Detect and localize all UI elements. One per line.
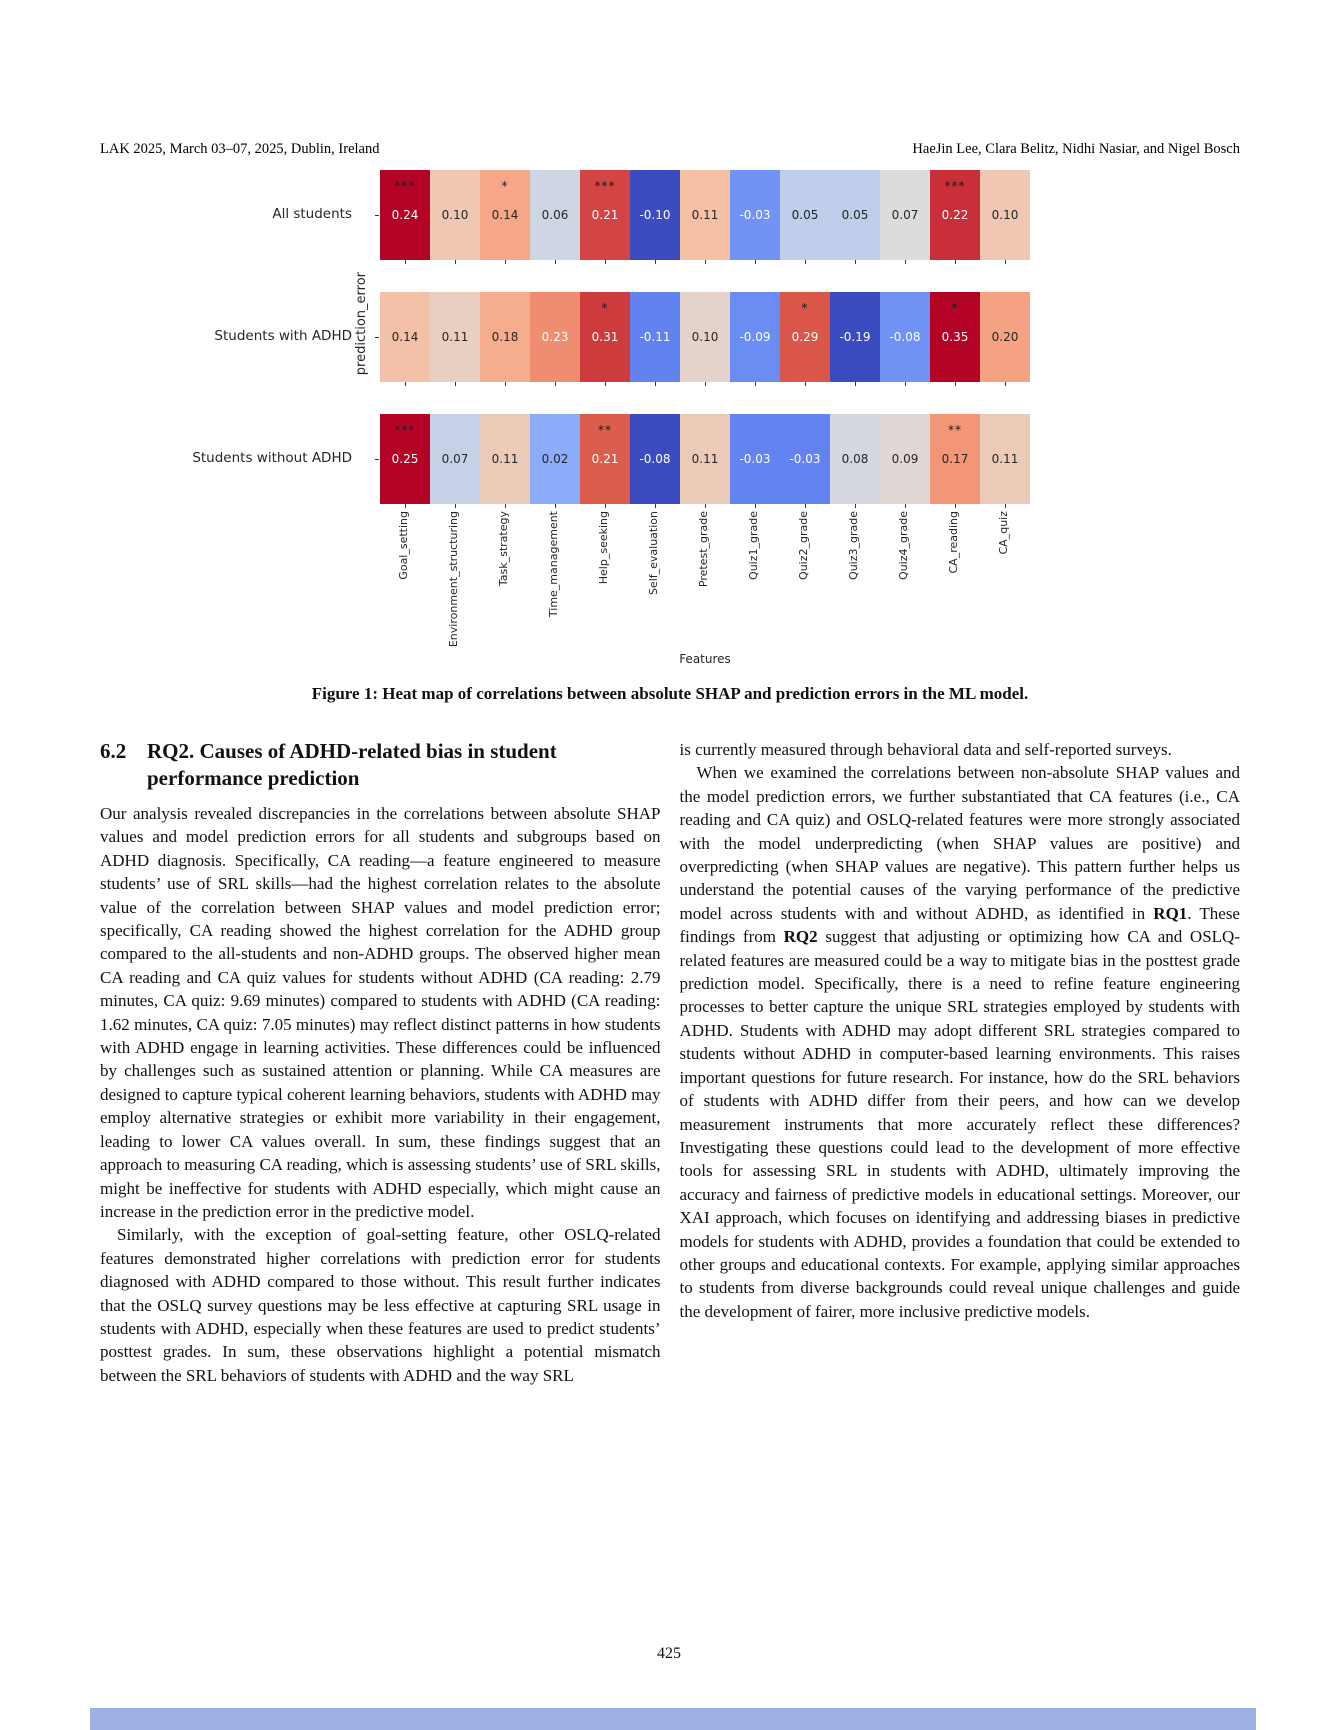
heatmap-cell bbox=[730, 170, 780, 260]
y-tick bbox=[375, 459, 379, 460]
heatmap-cell bbox=[830, 292, 880, 382]
cell-value: 0.11 bbox=[691, 208, 719, 222]
heatmap-cell bbox=[880, 414, 930, 504]
cell-value: 0.09 bbox=[891, 452, 919, 466]
cell-value: -0.11 bbox=[639, 330, 671, 344]
significance-stars: ** bbox=[948, 423, 962, 437]
x-tick bbox=[655, 382, 656, 386]
cell-value: -0.08 bbox=[889, 330, 921, 344]
cell-value: 0.11 bbox=[991, 452, 1019, 466]
body-paragraph: Our analysis revealed discrepancies in the correlations between absolute SHAP values and model prediction errors for all students and subgroups based on ADHD diagnosis. Specifically, CA reading—a feature engineered to measure students’ use of SRL skills—had the highest correlation relates to the absolute value of the correlation between SHAP values and model prediction error; specifically, CA reading showed the highest correlation for the ADHD group compared to the all-students and non-ADHD groups. The observed higher mean CA reading and CA quiz values for students without ADHD (CA reading: 2.79 minutes, CA quiz: 9.69 minutes) compared to students with ADHD (CA reading: 1.62 minutes, CA quiz: 7.05 minutes) may reflect distinct patterns in how students with ADHD engage in learning activities. These differences could be influenced by challenges such as sustained attention or planning. While CA measures are designed to capture typical coherent learning behaviors, students with ADHD may employ alternative strategies or exhibit more variability in their engagement, leading to lower CA values overall. In sum, these findings suggest that an approach to measuring CA reading, which is assessing students’ use of SRL skills, might be ineffective for students with ADHD especially, which might cause an increase in the prediction error in the predictive model. bbox=[100, 804, 661, 1221]
bold-term: RQ1 bbox=[1153, 903, 1188, 923]
cell-value: 0.21 bbox=[591, 452, 619, 466]
cell-value: 0.17 bbox=[941, 452, 969, 466]
x-tick bbox=[1005, 382, 1006, 386]
cell-value: 0.24 bbox=[391, 208, 419, 222]
x-tick bbox=[555, 260, 556, 264]
cell-value: -0.03 bbox=[739, 208, 771, 222]
body-paragraph: is currently measured through behavioral data and self-reported surveys. bbox=[679, 740, 1172, 759]
x-tick bbox=[655, 260, 656, 264]
body-columns bbox=[100, 738, 1240, 1387]
heatmap-cell bbox=[530, 170, 580, 260]
x-tick-label: Quiz3_grade bbox=[847, 511, 860, 580]
heatmap-cell bbox=[780, 414, 830, 504]
cell-value: 0.02 bbox=[541, 452, 569, 466]
cell-value: 0.35 bbox=[941, 330, 969, 344]
heatmap-cell bbox=[580, 170, 630, 260]
heatmap-cell bbox=[380, 292, 430, 382]
heatmap-cell bbox=[480, 414, 530, 504]
x-tick-label: Goal_setting bbox=[397, 511, 410, 580]
cell-value: 0.14 bbox=[391, 330, 419, 344]
x-tick bbox=[955, 382, 956, 386]
x-tick bbox=[755, 260, 756, 264]
significance-stars: * bbox=[801, 301, 809, 315]
x-tick bbox=[705, 504, 706, 508]
x-tick bbox=[505, 260, 506, 264]
cell-value: 0.07 bbox=[441, 452, 469, 466]
x-tick-label: Task_strategy bbox=[497, 511, 510, 587]
cell-value: 0.18 bbox=[491, 330, 519, 344]
x-tick bbox=[455, 504, 456, 508]
x-tick bbox=[655, 504, 656, 508]
x-tick bbox=[805, 260, 806, 264]
heatmap-cell bbox=[630, 414, 680, 504]
cell-value: 0.11 bbox=[441, 330, 469, 344]
header-authors: HaeJin Lee, Clara Belitz, Nidhi Nasiar, and Nigel Bosch bbox=[912, 141, 1240, 157]
figure-caption: Figure 1: Heat map of correlations between absolute SHAP and prediction errors in the ML model. bbox=[311, 684, 1029, 703]
x-tick bbox=[955, 504, 956, 508]
x-tick-label: Quiz1_grade bbox=[747, 511, 760, 580]
cell-value: 0.31 bbox=[591, 330, 619, 344]
heatmap-cell bbox=[830, 414, 880, 504]
section-number: 6.2 bbox=[100, 739, 127, 763]
cell-value: 0.29 bbox=[791, 330, 819, 344]
heatmap-cell bbox=[580, 414, 630, 504]
x-tick bbox=[405, 260, 406, 264]
heatmap-cell bbox=[430, 292, 480, 382]
cell-value: 0.22 bbox=[941, 208, 969, 222]
cell-value: 0.07 bbox=[891, 208, 919, 222]
heatmap-cell bbox=[730, 292, 780, 382]
x-axis-label: Features bbox=[679, 652, 731, 666]
heatmap-cell bbox=[930, 414, 980, 504]
x-tick-label: Time_management bbox=[547, 511, 560, 618]
heatmap-cell bbox=[780, 170, 830, 260]
heatmap-cell bbox=[380, 170, 430, 260]
heatmap-cell bbox=[530, 414, 580, 504]
heatmap-cell bbox=[680, 414, 730, 504]
cell-value: 0.14 bbox=[491, 208, 519, 222]
figure-1-heatmap bbox=[0, 0, 1338, 700]
section-title: RQ2. Causes of ADHD-related bias in student performance prediction bbox=[147, 739, 557, 790]
x-tick bbox=[755, 504, 756, 508]
heatmap-cell bbox=[980, 170, 1030, 260]
cell-value: 0.11 bbox=[691, 452, 719, 466]
y-axis-label: prediction_error bbox=[354, 272, 369, 376]
significance-stars: *** bbox=[594, 179, 616, 193]
cell-value: -0.09 bbox=[739, 330, 771, 344]
x-tick bbox=[855, 504, 856, 508]
significance-stars: *** bbox=[394, 423, 416, 437]
cell-value: 0.25 bbox=[391, 452, 419, 466]
significance-stars: * bbox=[601, 301, 609, 315]
header-conference: LAK 2025, March 03–07, 2025, Dublin, Ireland bbox=[100, 141, 380, 157]
x-tick-label: Pretest_grade bbox=[697, 511, 710, 588]
heatmap-cell bbox=[530, 292, 580, 382]
x-tick bbox=[855, 260, 856, 264]
significance-stars: ** bbox=[598, 423, 612, 437]
x-tick bbox=[805, 504, 806, 508]
heatmap-cell bbox=[980, 414, 1030, 504]
heatmap-row-label: Students with ADHD bbox=[214, 328, 352, 344]
x-tick bbox=[955, 260, 956, 264]
cell-value: -0.03 bbox=[789, 452, 821, 466]
x-tick bbox=[455, 260, 456, 264]
x-tick-label: Quiz4_grade bbox=[897, 511, 910, 580]
heatmap-cell bbox=[730, 414, 780, 504]
cell-value: -0.03 bbox=[739, 452, 771, 466]
page-number: 425 bbox=[657, 1645, 681, 1662]
x-tick bbox=[455, 382, 456, 386]
x-tick bbox=[505, 504, 506, 508]
heatmap-cell bbox=[780, 292, 830, 382]
y-tick bbox=[375, 337, 379, 338]
bottom-highlight-bar bbox=[90, 1708, 1256, 1730]
cell-value: 0.05 bbox=[791, 208, 819, 222]
x-tick bbox=[705, 382, 706, 386]
heatmap-cell bbox=[680, 170, 730, 260]
section-heading bbox=[100, 738, 661, 792]
significance-stars: *** bbox=[944, 179, 966, 193]
x-tick-label: Self_evaluation bbox=[647, 511, 660, 596]
x-tick bbox=[705, 260, 706, 264]
x-tick bbox=[405, 382, 406, 386]
body-paragraph: Similarly, with the exception of goal-setting feature, other OSLQ-related features demonstrated higher correlations with prediction error for students diagnosed with ADHD compared to those without. This result further indicates that the OSLQ survey questions may be less effective at capturing SRL usage in students with ADHD, especially when these features are used to predict students’ posttest grades. In sum, these observations highlight a potential mismatch between the SRL behaviors of students with ADHD and the way SRL bbox=[100, 1225, 661, 1385]
significance-stars: *** bbox=[394, 179, 416, 193]
significance-stars: * bbox=[951, 301, 959, 315]
heatmap-cell bbox=[930, 170, 980, 260]
heatmap-cell bbox=[830, 170, 880, 260]
significance-stars: * bbox=[501, 179, 509, 193]
x-tick bbox=[905, 504, 906, 508]
heatmap-cell bbox=[480, 292, 530, 382]
cell-value: -0.08 bbox=[639, 452, 671, 466]
y-tick bbox=[375, 215, 379, 216]
cell-value: -0.10 bbox=[639, 208, 671, 222]
heatmap-cell bbox=[630, 292, 680, 382]
x-tick bbox=[605, 382, 606, 386]
cell-value: 0.21 bbox=[591, 208, 619, 222]
cell-value: 0.11 bbox=[491, 452, 519, 466]
x-tick bbox=[1005, 504, 1006, 508]
x-tick-label: Help_seeking bbox=[597, 511, 610, 585]
x-tick bbox=[405, 504, 406, 508]
cell-value: 0.06 bbox=[541, 208, 569, 222]
cell-value: 0.10 bbox=[691, 330, 719, 344]
cell-value: 0.08 bbox=[841, 452, 869, 466]
x-tick bbox=[805, 382, 806, 386]
heatmap-row-label: Students without ADHD bbox=[192, 450, 352, 466]
x-tick bbox=[555, 504, 556, 508]
heatmap-cell bbox=[430, 414, 480, 504]
cell-value: -0.19 bbox=[839, 330, 871, 344]
heatmap-cell bbox=[630, 170, 680, 260]
x-tick bbox=[905, 382, 906, 386]
x-tick bbox=[855, 382, 856, 386]
x-tick bbox=[605, 504, 606, 508]
cell-value: 0.05 bbox=[841, 208, 869, 222]
bold-term: RQ2 bbox=[783, 927, 818, 947]
heatmap-cell bbox=[980, 292, 1030, 382]
cell-value: 0.20 bbox=[991, 330, 1019, 344]
x-tick bbox=[1005, 260, 1006, 264]
heatmap-row-label: All students bbox=[272, 206, 352, 222]
heatmap-cell bbox=[930, 292, 980, 382]
heatmap-cell bbox=[580, 292, 630, 382]
x-tick bbox=[505, 382, 506, 386]
x-tick bbox=[905, 260, 906, 264]
x-tick-label: CA_quiz bbox=[997, 511, 1010, 555]
heatmap-cell bbox=[430, 170, 480, 260]
cell-value: 0.10 bbox=[991, 208, 1019, 222]
cell-value: 0.23 bbox=[541, 330, 569, 344]
heatmap-cell bbox=[380, 414, 430, 504]
x-tick-label: Environment_structuring bbox=[447, 511, 460, 648]
heatmap-cell bbox=[680, 292, 730, 382]
heatmap-cell bbox=[880, 170, 930, 260]
x-tick-label: Quiz2_grade bbox=[797, 511, 810, 580]
body-paragraph: When we examined the correlations between non-absolute SHAP values and the model prediction errors, we further substantiated that CA features (i.e., CA reading and CA quiz) and OSLQ-related features were more strongly associated with the model underpredicting (when SHAP values are positive) and overpredicting (when SHAP values are negative). This pattern further helps us understand the potential causes of the varying performance of the predictive model across students with and without ADHD, as identified in RQ1. These findings from RQ2 suggest that adjusting or optimizing how CA and OSLQ-related features are measured could be a way to mitigate bias in the posttest grade prediction model. Specifically, there is a need to refine feature engineering processes to better capture the unique SRL strategies employed by students with ADHD. Students with ADHD may adopt different SRL strategies compared to students without ADHD in computer-based learning environments. This raises important questions for future research. For instance, how do the SRL behaviors of students with ADHD differ from their peers, and how can we develop measurement instruments that more accurately reflect these differences? Investigating these questions could lead to the development of more effective tools for assessing SRL in students with ADHD, ultimately improving the accuracy and fairness of predictive models in educational settings. Moreover, our XAI approach, which focuses on identifying and addressing biases in predictive models for students with ADHD, provides a foundation that could be extended to other groups and educational contexts. For example, applying similar approaches to students from diverse backgrounds could reveal unique challenges and guide the development of fairer, more inclusive predictive models. bbox=[679, 763, 1240, 1321]
heatmap-cell bbox=[480, 170, 530, 260]
x-tick-label: CA_reading bbox=[947, 511, 960, 574]
heatmap-cell bbox=[880, 292, 930, 382]
right-column bbox=[680, 738, 1241, 1387]
left-column bbox=[100, 738, 661, 1387]
x-tick bbox=[605, 260, 606, 264]
left-column-text bbox=[100, 802, 661, 1387]
cell-value: 0.10 bbox=[441, 208, 469, 222]
x-tick bbox=[555, 382, 556, 386]
x-tick bbox=[755, 382, 756, 386]
